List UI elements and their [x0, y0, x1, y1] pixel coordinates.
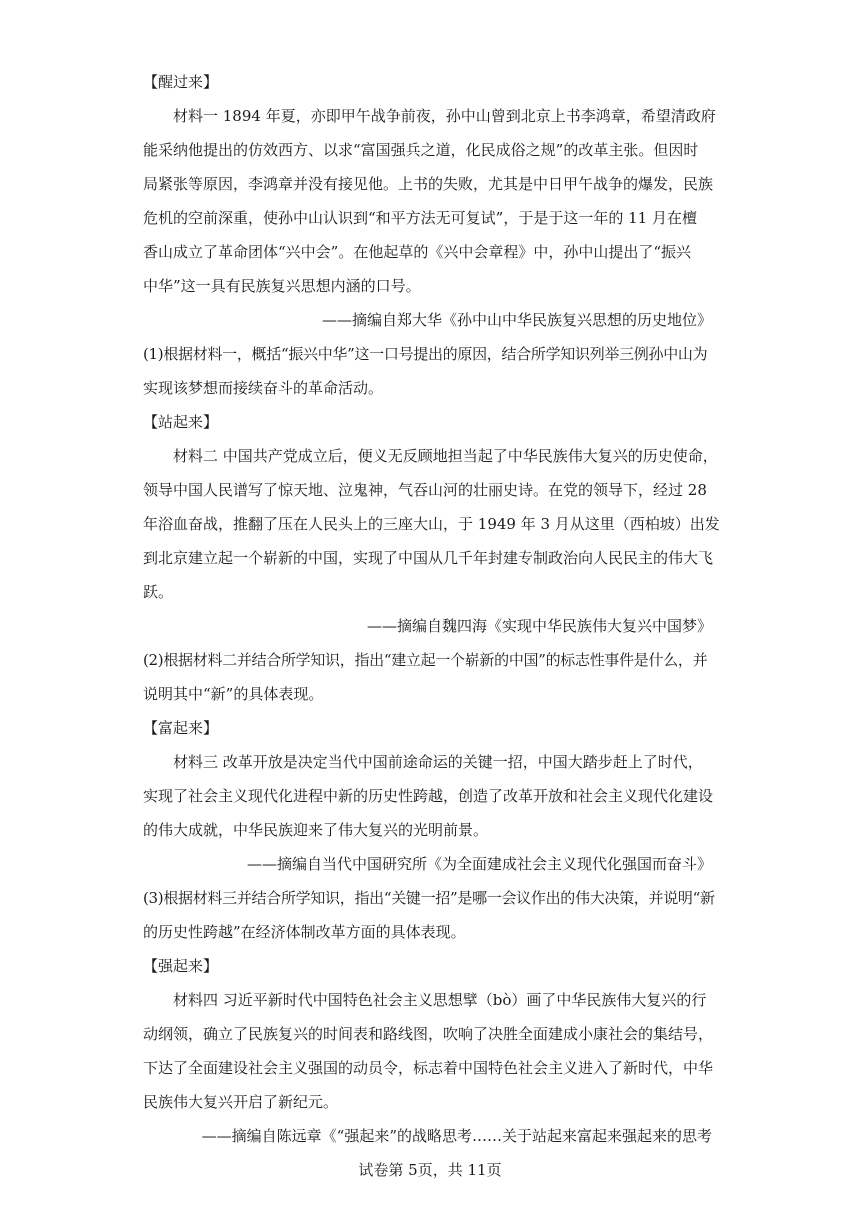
material-source: ——摘编自郑大华《孙中山中华民族复兴思想的历史地位》	[321, 311, 712, 329]
material-line: 材料三 改革开放是决定当代中国前途命运的关键一招，中国大踏步赶上了时代，	[173, 753, 703, 771]
question-line: (1)根据材料一，概括“振兴中华”这一口号提出的原因，结合所学知识列举三例孙中山为	[143, 345, 708, 363]
section-heading: 【富起来】	[143, 719, 219, 737]
material-line: 到北京建立起一个崭新的中国，实现了中国从几千年封建专制政治向人民民主的伟大飞	[143, 549, 714, 567]
material-line: 材料二 中国共产党成立后，便义无反顾地担当起了中华民族伟大复兴的历史使命，	[173, 447, 718, 465]
material-line: 的伟大成就，中华民族迎来了伟大复兴的光明前景。	[143, 821, 489, 839]
page-number-footer: 试卷第 5页，共 11页	[358, 1161, 502, 1179]
section-heading: 【站起来】	[143, 413, 219, 431]
question-line: 说明其中“新”的具体表现。	[143, 685, 324, 703]
material-line: 动纲领，确立了民族复兴的时间表和路线图，吹响了决胜全面建成小康社会的集结号，	[143, 1025, 714, 1043]
material-line: 下达了全面建设社会主义强国的动员令，标志着中国特色社会主义进入了新时代，中华	[143, 1059, 714, 1077]
material-line: 危机的空前深重，使孙中山认识到“和平方法无可复试”，于是于这一年的 11 月在檀	[143, 209, 697, 227]
question-line: 的历史性跨越”在经济体制改革方面的具体表现。	[143, 923, 466, 941]
material-line: 材料四 习近平新时代中国特色社会主义思想擘（bò）画了中华民族伟大复兴的行	[173, 991, 707, 1009]
material-source: ——摘编自当代中国研究所《为全面建成社会主义现代化强国而奋斗》	[246, 855, 712, 873]
material-line: 领导中国人民谱写了惊天地、泣鬼神，气吞山河的壮丽史诗。在党的领导下，经过 28	[143, 481, 707, 499]
material-line: 香山成立了革命团体“兴中会”。在他起草的《兴中会章程》中，孙中山提出了“振兴	[143, 243, 692, 261]
material-line: 跃。	[143, 583, 174, 601]
material-source: ——摘编自魏四海《实现中华民族伟大复兴中国梦》	[366, 617, 712, 635]
material-line: 局紧张等原因，李鸿章并没有接见他。上书的失败，尤其是中日甲午战争的爆发，民族	[143, 175, 714, 193]
material-line: 实现了社会主义现代化进程中新的历史性跨越，创造了改革开放和社会主义现代化建设	[143, 787, 714, 805]
question-line: 实现该梦想而接续奋斗的革命活动。	[143, 379, 384, 397]
material-line: 能采纳他提出的仿效西方、以求“富国强兵之道，化民成俗之规”的改革主张。但因时	[143, 141, 699, 159]
question-line: (2)根据材料二并结合所学知识，指出“建立起一个崭新的中国”的标志性事件是什么，并	[143, 651, 708, 669]
material-source: ——摘编自陈远章《“强起来”的战略思考……关于站起来富起来强起来的思考	[201, 1127, 712, 1145]
section-heading: 【醒过来】	[143, 73, 219, 91]
material-line: 中华”这一具有民族复兴思想内涵的口号。	[143, 277, 421, 295]
material-line: 年浴血奋战，推翻了压在人民头上的三座大山，于 1949 年 3 月从这里（西柏坡）出发	[143, 515, 720, 533]
material-line: 民族伟大复兴开启了新纪元。	[143, 1093, 339, 1111]
question-line: (3)根据材料三并结合所学知识，指出“关键一招”是哪一会议作出的伟大决策，并说明“新	[143, 889, 715, 907]
material-line: 材料一 1894 年夏，亦即甲午战争前夜，孙中山曾到北京上书李鸿章，希望清政府	[173, 107, 716, 125]
section-heading: 【强起来】	[143, 957, 219, 975]
